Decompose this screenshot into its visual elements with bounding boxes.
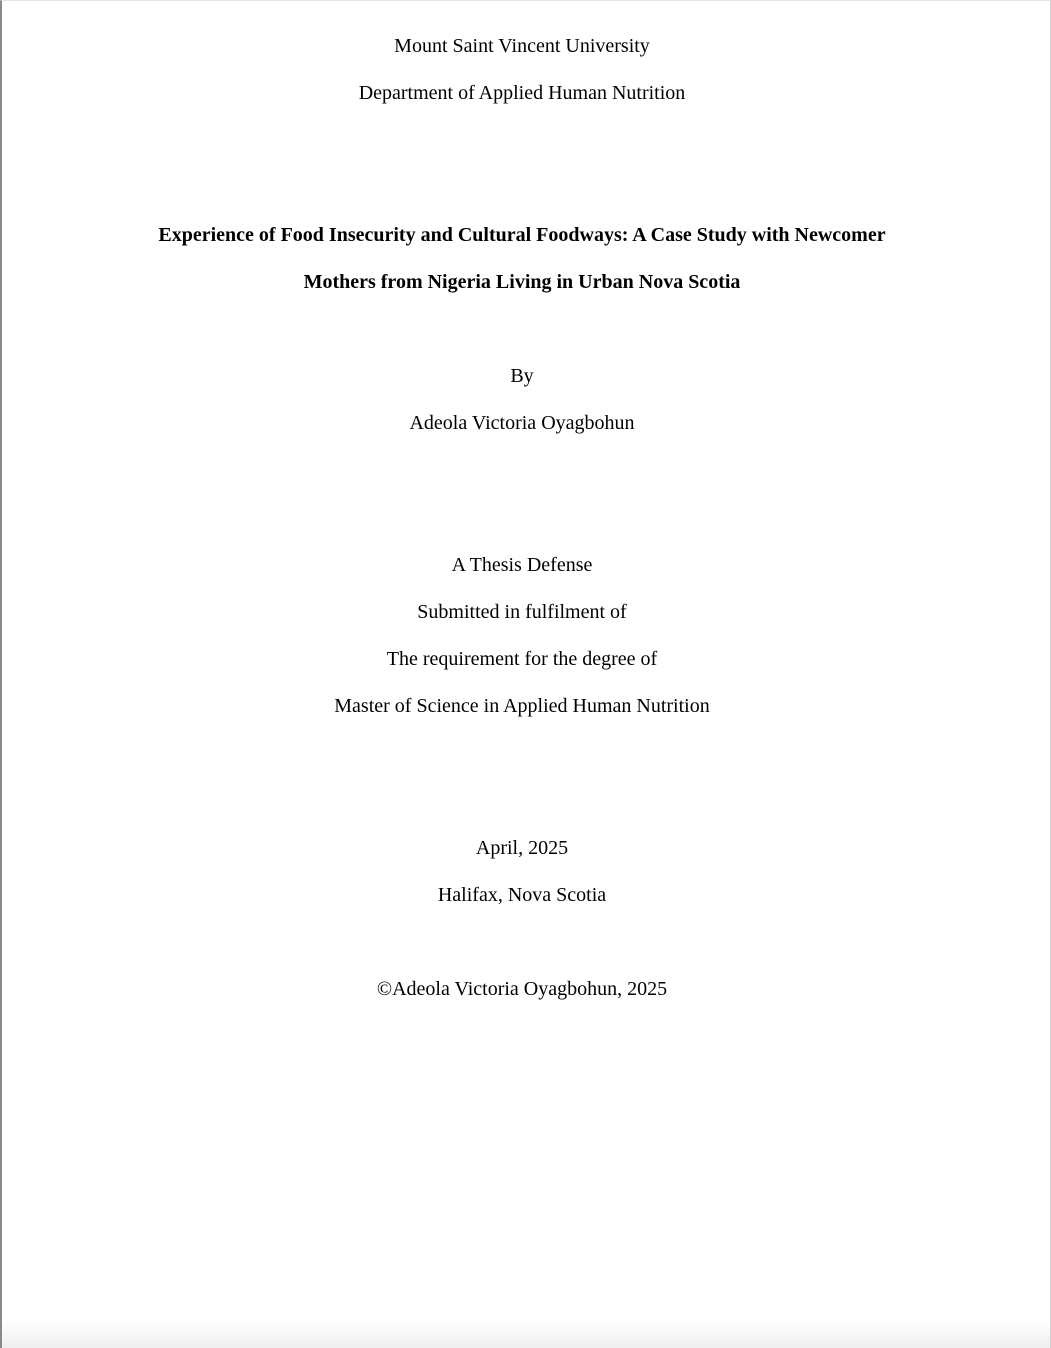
author-name: Adeola Victoria Oyagbohun — [409, 412, 635, 434]
submission-statement: Submitted in fulfilment of — [417, 601, 627, 623]
degree-name: Master of Science in Applied Human Nutrition — [334, 695, 710, 717]
submission-date: April, 2025 — [475, 837, 569, 859]
page-bottom-shadow — [2, 1320, 1050, 1348]
by-label: By — [510, 365, 534, 387]
university-name: Mount Saint Vincent University — [394, 35, 650, 57]
department-name: Department of Applied Human Nutrition — [358, 82, 686, 104]
degree-requirement: The requirement for the degree of — [386, 648, 658, 670]
submission-type: A Thesis Defense — [451, 554, 593, 576]
copyright-notice: ©Adeola Victoria Oyagbohun, 2025 — [376, 978, 668, 1000]
thesis-title-line-1: Experience of Food Insecurity and Cultural Foodways: A Case Study with Newcomer — [158, 224, 886, 246]
thesis-title-line-2: Mothers from Nigeria Living in Urban Nova Scotia — [303, 271, 741, 293]
submission-place: Halifax, Nova Scotia — [437, 884, 607, 906]
